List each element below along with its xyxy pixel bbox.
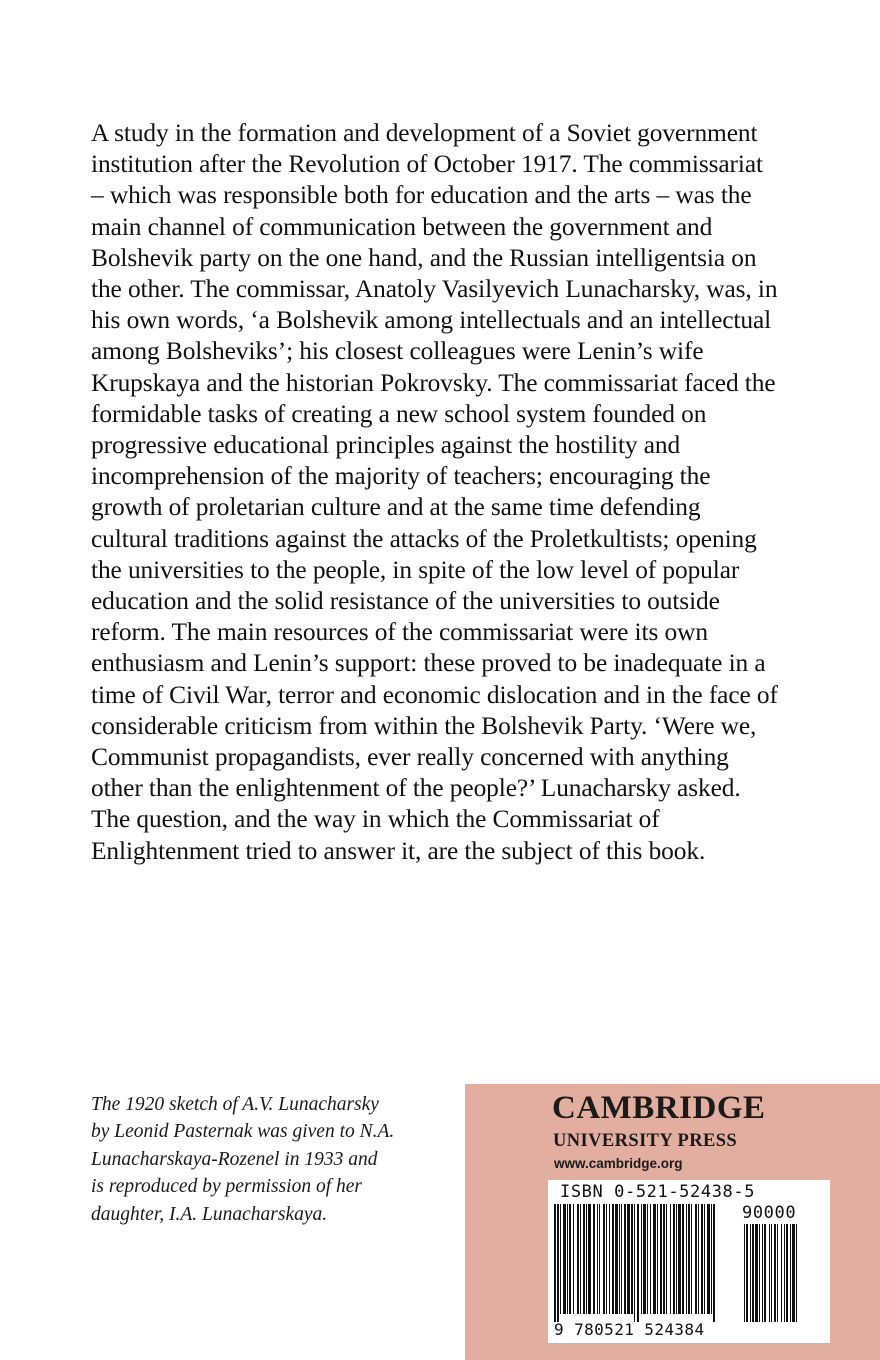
blurb-line: – which was responsible both for education and the arts – was the xyxy=(91,181,752,210)
blurb-line: Communist propagandists, ever really concerned with anything xyxy=(91,743,729,772)
credit-line: daughter, I.A. Lunacharskaya. xyxy=(91,1203,328,1225)
credit-line: Lunacharskaya-Rozenel in 1933 and xyxy=(91,1148,378,1170)
addon-barcode-icon xyxy=(744,1224,822,1322)
ean-barcode-icon xyxy=(554,1204,740,1322)
blurb-line: other than the enlightenment of the people?’ Lunacharsky asked. xyxy=(91,774,741,803)
credit-line: is reproduced by permission of her xyxy=(91,1176,362,1198)
publisher-url[interactable]: www.cambridge.org xyxy=(554,1156,683,1171)
blurb-line: growth of proletarian culture and at the same time defending xyxy=(91,493,701,522)
publisher-name: CAMBRIDGE xyxy=(552,1090,766,1126)
publisher-subtitle: UNIVERSITY PRESS xyxy=(553,1131,738,1151)
isbn-label: ISBN 0-521-52438-5 xyxy=(560,1182,756,1202)
blurb-line: education and the solid resistance of the universities to outside xyxy=(91,587,720,616)
blurb-line: The question, and the way in which the Commissariat of xyxy=(91,805,660,834)
blurb-line: main channel of communication between the government and xyxy=(91,212,713,241)
blurb-line: the universities to the people, in spite of the low level of popular xyxy=(91,555,740,584)
blurb-line: formidable tasks of creating a new school system founded on xyxy=(91,399,707,428)
blurb-line: institution after the Revolution of October 1917. The commissariat xyxy=(91,150,763,179)
blurb-line: Krupskaya and the historian Pokrovsky. The commissariat faced the xyxy=(91,368,776,397)
back-cover-blurb xyxy=(91,118,796,867)
ean-number: 9 780521 524384 xyxy=(554,1320,705,1339)
blurb-line: time of Civil War, terror and economic dislocation and in the face of xyxy=(91,680,778,709)
barcode-block xyxy=(548,1180,830,1343)
credit-line: The 1920 sketch of A.V. Lunacharsky xyxy=(91,1094,379,1115)
blurb-line: reform. The main resources of the commissariat were its own xyxy=(91,618,708,647)
blurb-line: A study in the formation and development of a Soviet government xyxy=(91,119,758,147)
credit-line: by Leonid Pasternak was given to N.A. xyxy=(91,1121,395,1143)
blurb-line: considerable criticism from within the Bolshevik Party. ‘Were we, xyxy=(91,711,757,740)
price-code-label: 90000 xyxy=(742,1203,797,1223)
blurb-line: Enlightenment tried to answer it, are the subject of this book. xyxy=(91,836,706,865)
blurb-line: enthusiasm and Lenin’s support: these proved to be inadequate in a xyxy=(91,649,766,678)
illustration-credit xyxy=(91,1091,421,1228)
blurb-line: progressive educational principles against the hostility and xyxy=(91,431,681,460)
blurb-line: the other. The commissar, Anatoly Vasilyevich Lunacharsky, was, in xyxy=(91,275,778,304)
blurb-line: his own words, ‘a Bolshevik among intellectuals and an intellectual xyxy=(91,306,772,335)
blurb-line: cultural traditions against the attacks of the Proletkultists; opening xyxy=(91,524,757,553)
blurb-line: among Bolsheviks’; his closest colleagues were Lenin’s wife xyxy=(91,337,704,366)
blurb-line: Bolshevik party on the one hand, and the Russian intelligentsia on xyxy=(91,243,757,272)
blurb-line: incomprehension of the majority of teachers; encouraging the xyxy=(91,462,711,491)
